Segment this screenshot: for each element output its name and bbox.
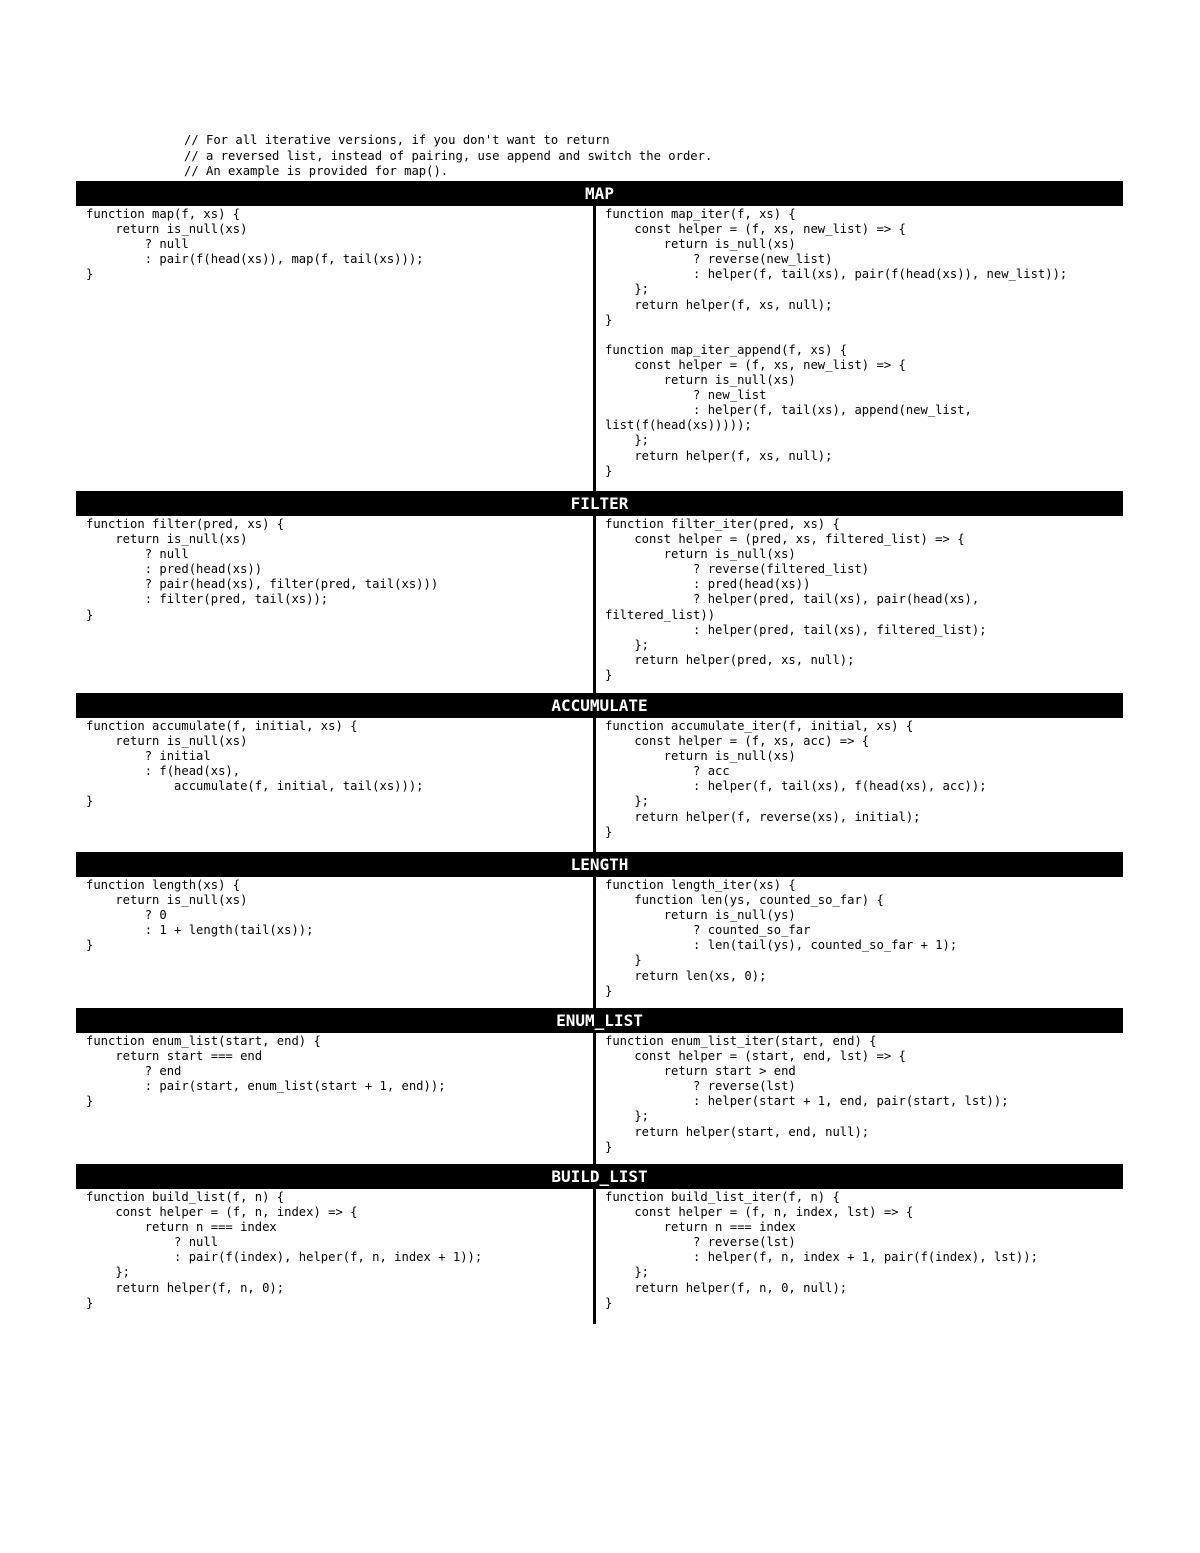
section-header-accumulate: ACCUMULATE	[76, 693, 1123, 718]
code-block-map-recursive: function map(f, xs) { return is_null(xs) ? null : pair(f(head(xs)), map(f, tail(xs))); }	[86, 207, 424, 282]
section-length	[76, 852, 1123, 1008]
section-map	[76, 181, 1123, 491]
section-header-length: LENGTH	[76, 852, 1123, 877]
section-header-map: MAP	[76, 181, 1123, 206]
recursive-column	[76, 877, 596, 1008]
section-accumulate	[76, 693, 1123, 852]
section-header-filter: FILTER	[76, 491, 1123, 516]
intro-comment: // For all iterative versions, if you don't want to return // a reversed list, instead of pairing, use append and switch the order. // An example is provided for map().	[184, 133, 713, 178]
code-block-enum-list-recursive: function enum_list(start, end) { return start === end ? end : pair(start, enum_list(start + 1, end)); }	[86, 1034, 446, 1109]
iterative-column	[596, 516, 1123, 693]
iterative-column	[596, 718, 1123, 852]
recursive-column	[76, 718, 596, 852]
iterative-column	[596, 877, 1123, 1008]
recursive-column	[76, 516, 596, 693]
section-body-enum-list	[76, 1033, 1123, 1164]
code-block-filter-recursive: function filter(pred, xs) { return is_null(xs) ? null : pred(head(xs)) ? pair(head(xs), filter(pred, tail(xs))) : filter(pred, tail(xs)); }	[86, 517, 439, 622]
recursive-column	[76, 1033, 596, 1164]
code-block-accumulate-recursive: function accumulate(f, initial, xs) { return is_null(xs) ? initial : f(head(xs), accumulate(f, initial, tail(xs))); }	[86, 719, 424, 809]
recursive-column	[76, 206, 596, 491]
section-header-build-list: BUILD_LIST	[76, 1164, 1123, 1189]
code-block-length-iterative: function length_iter(xs) { function len(ys, counted_so_far) { return is_null(ys) ? counted_so_far : len(tail(ys), counted_so_far + 1); } return len(xs, 0); }	[605, 878, 958, 998]
iterative-column	[596, 206, 1123, 491]
recursive-column	[76, 1189, 596, 1324]
cheatsheet-table	[76, 181, 1123, 1324]
section-filter	[76, 491, 1123, 693]
code-block-accumulate-iterative: function accumulate_iter(f, initial, xs) { const helper = (f, xs, acc) => { return is_null(xs) ? acc : helper(f, tail(xs), f(head(xs), acc)); }; return helper(f, reverse(xs), initial); }	[605, 719, 987, 839]
section-enum-list	[76, 1008, 1123, 1164]
section-body-build-list	[76, 1189, 1123, 1324]
iterative-column	[596, 1033, 1123, 1164]
iterative-column	[596, 1189, 1123, 1324]
section-body-filter	[76, 516, 1123, 693]
section-body-map	[76, 206, 1123, 491]
section-build-list	[76, 1164, 1123, 1324]
code-block-length-recursive: function length(xs) { return is_null(xs) ? 0 : 1 + length(tail(xs)); }	[86, 878, 314, 953]
code-block-map-iterative: function map_iter(f, xs) { const helper = (f, xs, new_list) => { return is_null(xs) ? reverse(new_list) : helper(f, tail(xs), pair(f(head(xs)), new_list)); }; return helper(f, xs, null); } function map_iter_append(f, xs) { const helper = (f, xs, new_list) => { return is_null(xs) ? new_list : helper(f, tail(xs), append(new_list, list(f(head(xs))))); }; return helper(f, xs, null); }	[605, 207, 1068, 478]
section-body-length	[76, 877, 1123, 1008]
code-block-enum-list-iterative: function enum_list_iter(start, end) { const helper = (start, end, lst) => { return start > end ? reverse(lst) : helper(start + 1, end, pair(start, lst)); }; return helper(start, end, null); }	[605, 1034, 1009, 1154]
code-block-filter-iterative: function filter_iter(pred, xs) { const helper = (pred, xs, filtered_list) => { return is_null(xs) ? reverse(filtered_list) : pred(head(xs)) ? helper(pred, tail(xs), pair(head(xs), filtered_list)) : helper(pred, tail(xs), filtered_list); }; return helper(pred, xs, null); }	[605, 517, 987, 682]
code-block-build-list-iterative: function build_list_iter(f, n) { const helper = (f, n, index, lst) => { return n === index ? reverse(lst) : helper(f, n, index + 1, pair(f(index), lst)); }; return helper(f, n, 0, null); }	[605, 1190, 1038, 1310]
code-block-build-list-recursive: function build_list(f, n) { const helper = (f, n, index) => { return n === index ? null : pair(f(index), helper(f, n, index + 1)); }; return helper(f, n, 0); }	[86, 1190, 483, 1310]
section-header-enum-list: ENUM_LIST	[76, 1008, 1123, 1033]
section-body-accumulate	[76, 718, 1123, 852]
